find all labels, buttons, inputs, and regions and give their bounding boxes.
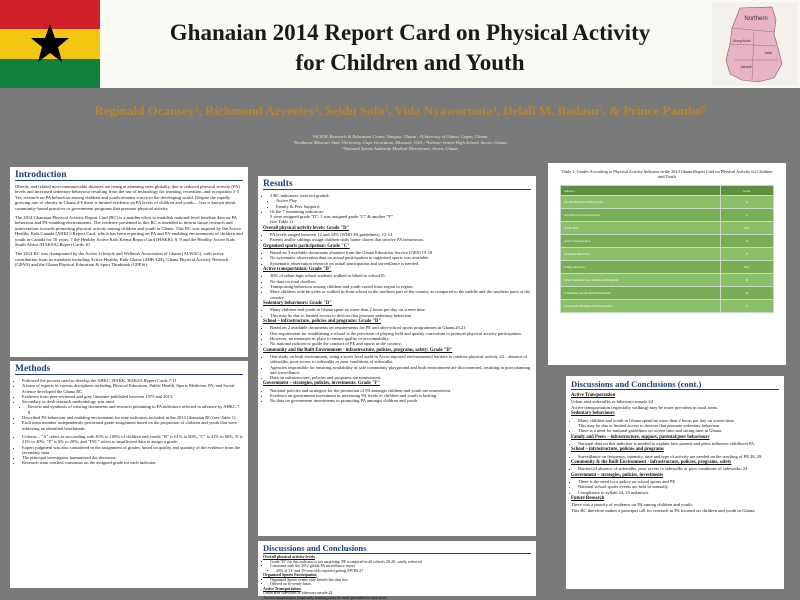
table-row [561, 235, 774, 248]
list-item: • Barriers24 absence of sidewalks, poor access to sidewalks or poor conditions of sidewalks. 24 [578, 466, 779, 471]
results-subheading: Active transportation: Grade "D" [263, 267, 332, 273]
list-item: • Compliance to syllabi 24, 25 unknown. [578, 490, 779, 495]
table-cell-grade: D [720, 274, 773, 287]
list-item: • There is a need for national guidelines on screen time and sitting time in Ghana. [578, 428, 779, 433]
table-cell-indicator: Active Transportation [561, 235, 721, 248]
discussion-subheading: School – infrastructure, policies and programs [571, 447, 664, 453]
table-cell-grade: D [720, 196, 773, 209]
discussion-list [263, 578, 531, 587]
list-item: • Followed the process used to develop the AHKC, HAKK, HAKSA Report Cards.7-11 [22, 378, 243, 383]
table-panel [548, 163, 786, 365]
discussion-list [571, 466, 779, 471]
title-line-1: Ghanaian 2014 Report Card on Physical Activity [169, 20, 651, 45]
table-row [561, 209, 774, 222]
discussion-text: There was a paucity of evidence on PA among children and youth. [571, 502, 693, 508]
list-item: • Described PA behaviour and enabling environment for nine indicators included in the 2014 Ghanaian RC (see Table 1). [22, 415, 243, 420]
list-item: • 2 RC indicators were not graded: [270, 193, 531, 198]
discussion-cont-heading: Discussions and Conclusions (cont.) [571, 379, 779, 390]
ghana-map-image [712, 2, 798, 86]
results-list [263, 388, 531, 404]
results-panel [258, 176, 536, 536]
list-item: • More children rode bicycles or walked to/from school in the northern part of the country as compared to the middle and the southern parts of the country. [270, 289, 531, 300]
list-item: • This may be due to limited access to devices that promote sedentary behaviour [270, 313, 531, 318]
table-row [561, 274, 774, 287]
list-item: • Review and synthesis of existing documents and research pertaining to PA indicators selected in advance by AHKC.7, 8 [28, 404, 243, 415]
discussion-heading: Discussions and Conclusions [263, 543, 531, 554]
table-row [561, 196, 774, 209]
table-header-indicator: Indicator [561, 186, 721, 196]
list-item: • PA levels ranged between 12 and 34% (WHO PA guidelines). 12-14 [270, 232, 531, 237]
results-subheading: School – infrastructure, policies and programs: Grade "D" [263, 318, 382, 324]
introduction-heading: Introduction [15, 170, 243, 181]
table-row [561, 261, 774, 274]
list-item: • 36% of urban high school students walked or biked to school19. [270, 273, 531, 278]
table-caption: Table 1: Grades According to Physical Activity Indicator in the 2014 Ghana Report Card on Physical Activity for Children and Youth [561, 169, 773, 180]
discussion-list [571, 441, 779, 446]
discussion-text: This RC therefore makes a principal call for research in PA focused on children and youth in Ghana. [571, 507, 756, 513]
list-item: • However, no measures in place to ensure quality or accountability. [270, 336, 531, 341]
list-item: • No systematic observation data on actual participation in organised sports was available. [270, 255, 531, 260]
table-header-grade: Grade [720, 186, 773, 196]
table-cell-grade: D [720, 248, 773, 261]
table-header-row [561, 186, 774, 196]
list-item: • Grade "D" for this indicator is not surprising. PE is required in all schools,20-26 –rarely enforced. [270, 560, 531, 565]
results-list [263, 250, 531, 266]
list-item: • Secondary or desk research methodology was used. [22, 399, 243, 404]
map-label-northern: Northern [744, 16, 768, 22]
map-label-brong-ahafo: Brong Ahafo [733, 39, 751, 43]
list-item: • Consistent with the 2012 global PA surveillance report [270, 564, 531, 569]
discussion-subheading: Active Transportation [263, 585, 301, 591]
list-item: • One requirement for establishing a school is the provision of playing field and quality curriculum to promote physical activity participation. [270, 331, 531, 336]
discussion-text: Active transportation (especially walking) may be more prevalent in rural areas. [571, 404, 719, 410]
list-item: • No data on rural dwellers [270, 279, 531, 284]
table-cell-indicator: Sedentary Behaviours [561, 248, 721, 261]
discussion-subheading: Sedentary behaviours [571, 411, 615, 417]
table-row [561, 222, 774, 235]
list-item: • The principal investigator harmonized the decisions. [22, 455, 243, 460]
list-item: • No data on government investments in promoting PA amongst children and youth [270, 398, 531, 403]
list-item: • Based on 3 available documents obtained from the Ghana Education Service (GES) 15-18 [270, 250, 531, 255]
list-item: • Evidence from peer-reviewed and grey literature published between 1975 and 2013. [22, 394, 243, 399]
list-item: • There is the need for a policy on school sports and PE [578, 479, 779, 484]
results-list [263, 307, 531, 318]
intro-paragraph: The 2014 RC was championed by the Active Lifestyle and Wellness Association of Ghana (ALWAG), with active contribution from its members including Active Healthy Kids-Ghana (AHK-GH), Ghana Physical Activity Network (GPAN) and the Ghana Physical Education & Sport Thinktank (GPESt). [15, 251, 229, 268]
list-item: • Surveillance on frequency, intensity, time and type of activity are needed on the teaching of PE.28, 29 [578, 454, 779, 459]
affiliation-line: ⁵National Sports Authority Medical Directorate, Accra, Ghana [342, 146, 458, 151]
discussion-subheading: Active Transportation [571, 393, 616, 398]
affiliation-line: ¹ACHAL Research & Education Center, Nungua, Ghana ; ²University of Ghana, Legon, Ghana [312, 134, 488, 139]
list-item: • 20% of 13- and 15-year-olds reported getting MVPA.27 [276, 569, 531, 574]
table-cell-indicator: Government Strategies and Investments [561, 300, 721, 313]
list-item: • Active Play [276, 198, 531, 203]
list-item: • Family & Peer Support). [276, 204, 531, 209]
list-item: • Research team reached consensus on the assigned grade for each indicator. [22, 460, 243, 465]
list-item: • No national policies to guide the conduct of PE and sports in the country. [270, 341, 531, 346]
list-item: • Transporting behaviour among children and youth varied from region to region. [270, 284, 531, 289]
results-intro-list [263, 193, 531, 225]
table-row [561, 300, 774, 313]
results-subheading: Organised sports participation: Grade "C" [263, 243, 350, 249]
table-cell-grade: C [720, 209, 773, 222]
discussion-text: Urban area sidewalks or bikeways unsafe.24 [263, 591, 333, 596]
title-line-2: for Children and Youth [295, 50, 525, 75]
table-row [561, 287, 774, 300]
results-subheading: Community and the Built Environment - infrastructure, policies, programs, safety: Grade "D" [263, 347, 453, 353]
map-label-ashanti: Ashanti [740, 65, 752, 69]
discussion-subheading: Overall physical activity levels [263, 554, 315, 559]
list-item: • One study on built environment, using a street level audit in Accra reported environmental barriers to outdoor physical activity 24 – absence of sidewalks, poor access to sidewalks or poor conditions of sidewalks. [270, 354, 531, 365]
table-cell-grade: F [720, 300, 773, 313]
discussion-subheading: Family and Peers – infrastructure, support, parental/peer behaviours [571, 434, 710, 440]
list-item: • Many children and youth in Ghana spent no more than 2 hours per day on screen time. [270, 307, 531, 312]
discussion-cont-panel [566, 376, 784, 589]
results-list [263, 325, 531, 346]
map-label-volta: Volta [764, 51, 772, 55]
table-cell-indicator: Overall Physical Activity Levels [561, 196, 721, 209]
list-item: • Agencies responsible for ensuring availability of safe community playground and built environment are disconnected, resulting in poor planning and surveillance. [270, 365, 531, 376]
list-item: • National data on this indicator is needed to explain how parents and peers influence childhood PA. [578, 441, 779, 446]
discussion-subheading: Community & the Built Environment - infrastructure, policies, programs, safety [571, 459, 732, 465]
table-cell-indicator: School: Infrastructure, Policies and Programs [561, 274, 721, 287]
methods-list [15, 378, 243, 466]
list-item: • Organized Sports events only benefit the slim few. [270, 578, 531, 583]
author-list: Reginald Ocansey¹, Richmond Aryeetey², Seidu Sofo³, Vida Nyawornota⁴, Delali M. Badasu², & Prince Pambo⁵ [94, 103, 706, 118]
discussion-list [571, 454, 779, 459]
list-item: • Offered on bi-yearly basis. [270, 582, 531, 587]
results-list [263, 354, 531, 380]
ghana-flag [0, 0, 100, 88]
list-item: • Expert judgment was also considered in the assignment of grades, based on quality and quantity of the evidence from the secondary data. [22, 445, 243, 456]
results-subheading: Overall physical activity levels: Grade "D" [263, 225, 350, 231]
black-star-icon [30, 22, 70, 66]
list-item: • Criteria— "A" refers to succeeding with 81% to 100% of children and youth; "B" is 61% to 80%; "C" is 41% to 60%, D is 21% to 40%; "F" is 0% to 20%; and "INC" refers to insufficient data to assign a grade. [22, 434, 243, 445]
list-item: • Evidence on government investment in increasing PA levels of children and youth is lacking. [270, 393, 531, 398]
methods-heading: Methods [15, 364, 243, 375]
list-item: • Parents and/or siblings assign children daily home chores that involve PA behaviours. [270, 237, 531, 242]
discussion-list [263, 560, 531, 574]
discussion-text: Urban area sidewalks or bikeways unsafe.24 [571, 399, 653, 405]
list-item: • Many children and youth in Ghana spend no more than 2 hours per day on screen time. [578, 418, 779, 423]
discussion-list [571, 418, 779, 434]
intro-paragraph: Obesity and related non-communicable diseases are rising at alarming rates globally, due to reduced physical activity (PA) levels and increased sedentary behaviour resulting from the use of technology for learning, recreation, and occupation.1-3 Yet, research on PA behaviour among children and youth remains scarce in the developing world. Despite the rapidly growing rate of obesity in Ghana,4-6 there is limited evidence on PA levels of children and youth— less is known about community-based practices or government programs that promote physical activity. [15, 184, 240, 211]
list-item: • Based on 2 available documents on requirements for PE and after-school sports programmes in Ghana.20,21 [270, 325, 531, 330]
list-item: • Systematic observation research on actual participation and surveillance is needed. [270, 261, 531, 266]
list-item: This may be due to limited access to devices that promote sedentary behaviour [578, 422, 720, 428]
table-cell-indicator: Organized Sport Participation [561, 209, 721, 222]
table-cell-indicator: Community and the Built Environment [561, 287, 721, 300]
results-subheading: Sedentary behaviours: Grade "D" [263, 300, 332, 306]
table-cell-indicator: Family and Peers [561, 261, 721, 274]
list-item: • National school sports events are held bi-annually. [578, 484, 779, 489]
list-item: • National policies and strategies for the promotion of PA amongst children and youth are nonexistent. [270, 388, 531, 393]
table-cell-grade: INC [720, 222, 773, 235]
affiliation-line: ³Southeast Missouri State University, Cape Girardeau, Missouri, USA ; ⁴Labone Senior High School, Accra, Ghana [293, 140, 507, 145]
methods-panel [10, 361, 248, 588]
discussion-panel [258, 541, 536, 600]
results-heading: Results [263, 179, 531, 190]
list-item: (see Table 1) [270, 219, 294, 225]
list-item: • Data on infrastructure, policies and programs are nonexistent. [270, 375, 531, 380]
list-item: • Each team member independently performed grade assignment based on the proportion of children and youth that were achieving an identified benchmark: [22, 420, 243, 431]
discussion-subheading: Organized Sports Participation [263, 572, 317, 578]
discussion-text: Active transportation (especially walking) may be more prevalent in rural areas. [263, 595, 388, 600]
table-row [561, 248, 774, 261]
discussion-subheading: Government – strategies, policies, investments [571, 472, 664, 478]
table-cell-indicator: Active Play [561, 222, 721, 235]
table-cell-grade: D [720, 235, 773, 248]
introduction-panel [10, 167, 248, 357]
results-subheading: Government – strategies, policies, investments: Grade "F" [263, 381, 380, 387]
discussion-subheading: Future Research [571, 495, 605, 501]
grades-table [560, 185, 774, 313]
results-list [263, 273, 531, 299]
list-item: 5 were assigned grade "D"; 1 was assigned grade "C" & another "F". [270, 214, 394, 220]
intro-paragraph: The 2014 Ghanaian Physical Activity Report Card (RC) is a maiden effort to establish national-level baseline data on PA behaviour and PA-enabling environments. The evidence presented in this RC is intended to inform future research and interventions towards promoting physical activity among children and youth in Ghana. This RC was inspired by the Active Healthy Kids Canada (AHKC) Report Card, which has been reporting on PA and PA-enabling environments of children and youth in Canada for 10 years, 7 the Healthy Active Kids Kenya Report Card (HAKK), 8, 9 and the Healthy Active Kids South Africa (HAKSA) Report Cards 10 [15, 215, 243, 248]
table-cell-grade: D [720, 287, 773, 300]
poster-title [130, 18, 690, 78]
list-item: • A team of experts in various disciplines including Physical Education, Public Health, Sports Medicine, PA, and Social Science developed the Ghana RC. [22, 383, 243, 394]
list-item: • Of the 7 remaining indicators: [270, 209, 531, 214]
table-cell-grade: INC [720, 261, 773, 274]
affiliations [0, 134, 800, 152]
results-list [263, 232, 531, 243]
poster-header [0, 0, 800, 88]
discussion-list [571, 479, 779, 495]
